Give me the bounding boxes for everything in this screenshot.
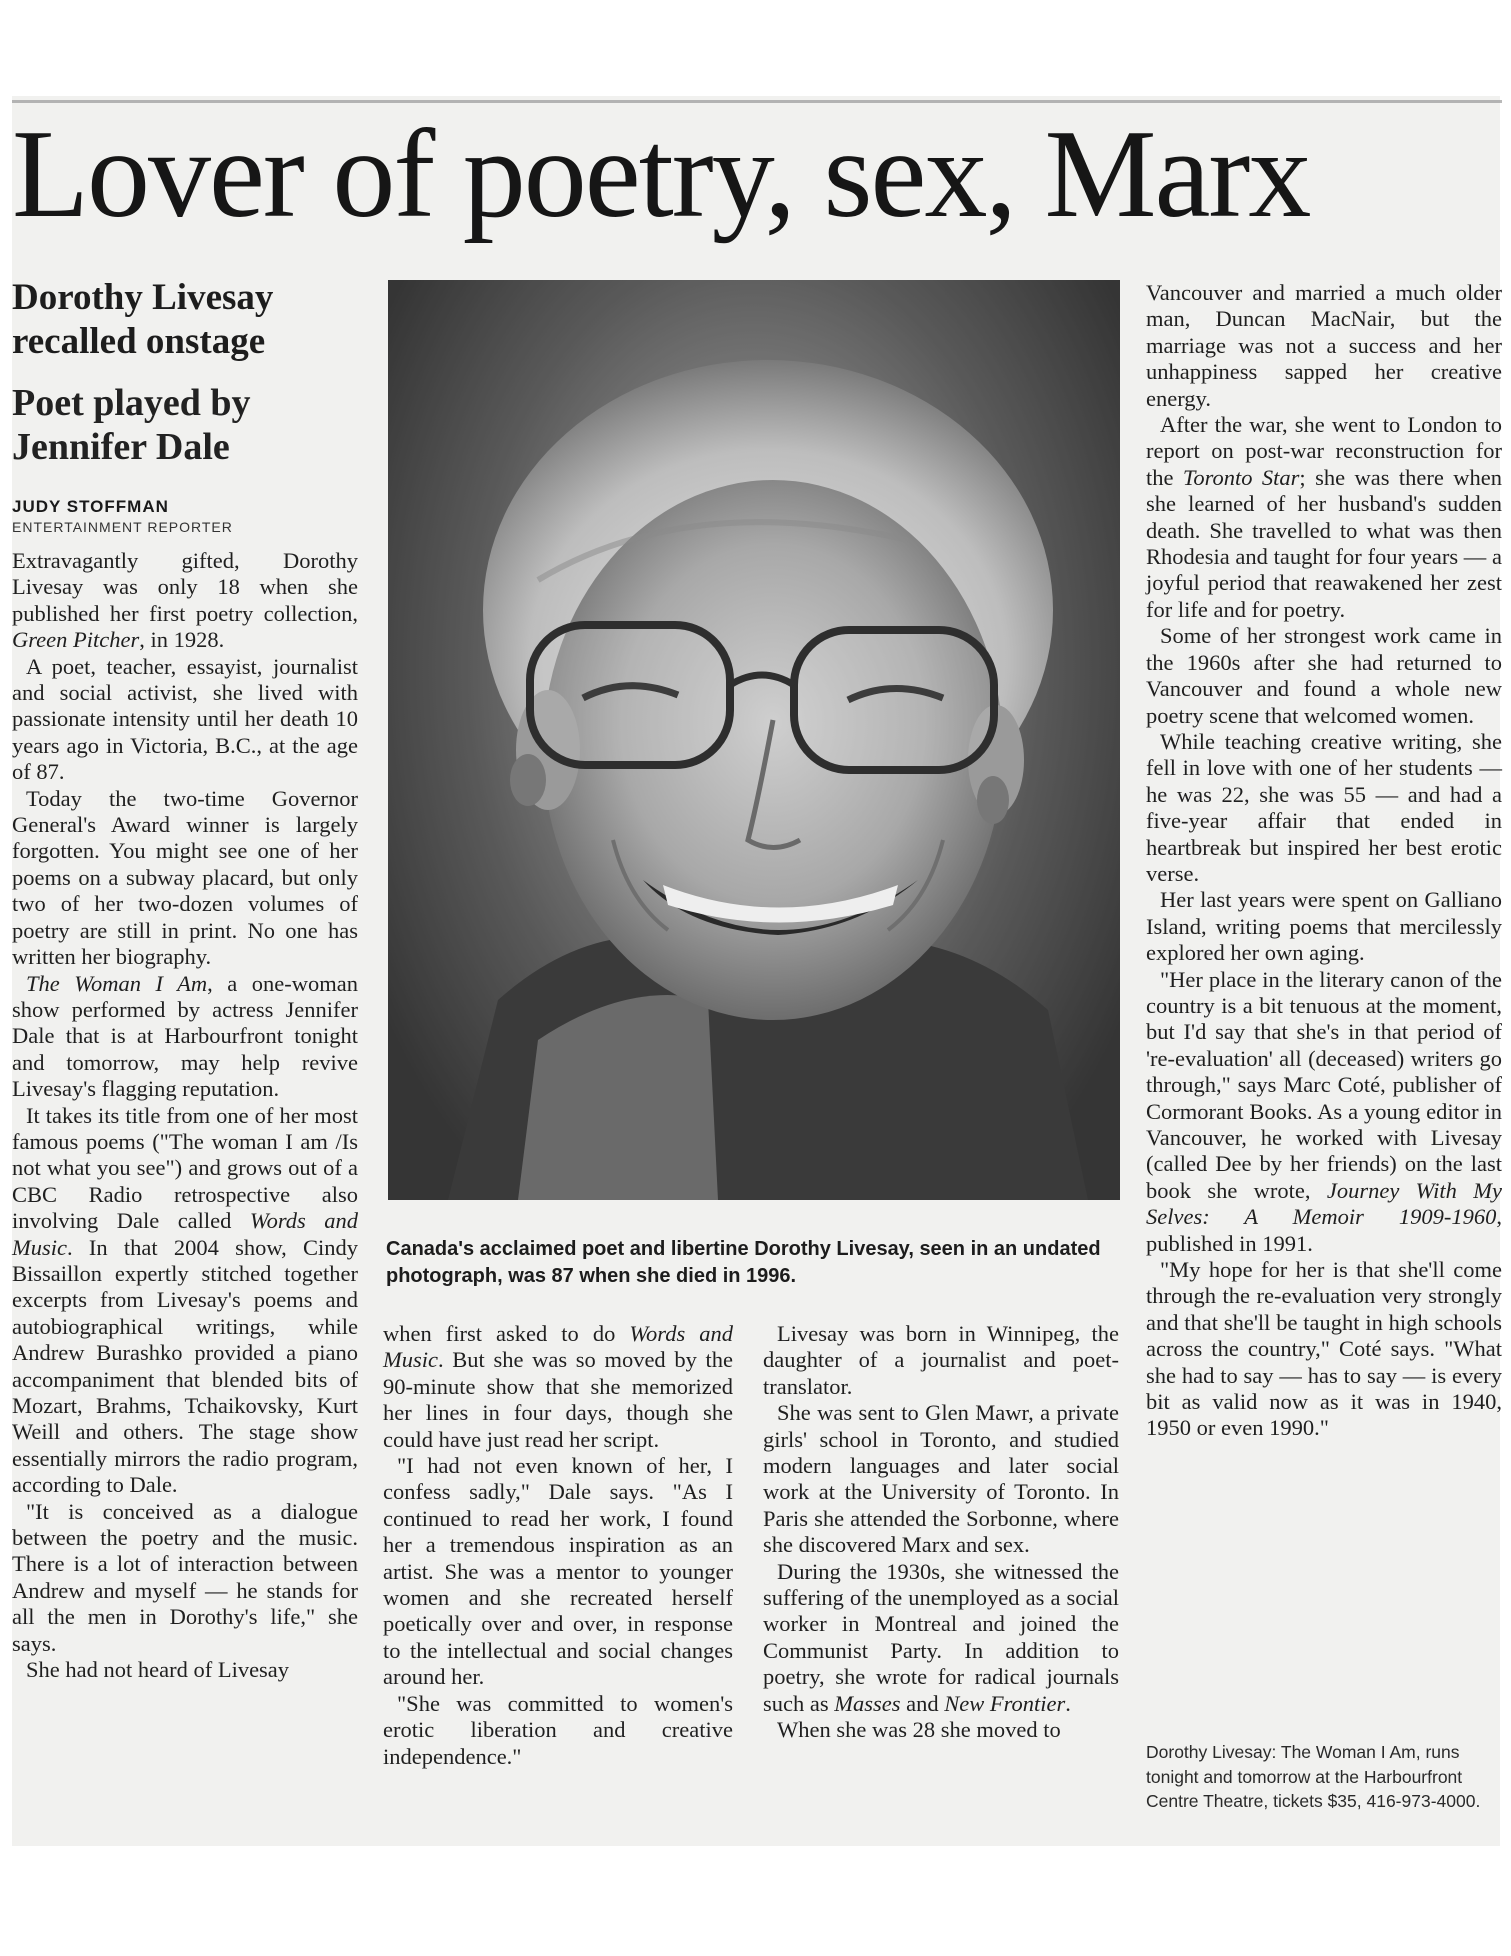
- title-italic: Journey With My Selves: A Memoir 1909-1960: [1146, 1177, 1502, 1230]
- article-column-2: [383, 1321, 733, 1770]
- headline: Lover of poetry, sex, Marx: [12, 105, 1310, 244]
- title-italic: The Woman I Am: [26, 970, 208, 996]
- deck-main: Dorothy Livesay recalled onstage: [12, 277, 274, 362]
- title-italic: Words and Music: [12, 1208, 358, 1260]
- paragraph: Livesay was born in Winnipeg, the daughter of a journalist and poet-translator.: [763, 1321, 1119, 1399]
- paragraph: When she was 28 she moved to: [777, 1717, 1061, 1743]
- byline-name: JUDY STOFFMAN: [12, 497, 169, 516]
- paragraph: She had not heard of Livesay: [26, 1657, 290, 1683]
- paragraph: Extravagantly gifted, Dorothy Livesay was only 18 when she published her first poetry collection, Green Pitcher, in 1928.: [12, 548, 358, 653]
- paragraph: During the 1930s, she witnessed the suffering of the unemployed as a social worker in Montreal and joined the Communist Party. In addition to poetry, she wrote for radical journals such as Masses and New Frontier.: [763, 1558, 1119, 1716]
- portrait-illustration: [388, 280, 1120, 1200]
- paragraph: A poet, teacher, essayist, journalist and social activist, she lived with passionate intensity until her death 10 years ago in Victoria, B.C., at the age of 87.: [12, 653, 358, 785]
- title-italic: Masses: [834, 1690, 901, 1716]
- paragraph: The Woman I Am, a one-woman show performed by actress Jennifer Dale that is at Harbourfront tonight and tomorrow, may help revive Livesay's flagging reputation.: [12, 970, 358, 1102]
- paragraph: She was sent to Glen Mawr, a private girls' school in Toronto, and studied modern languages and later social work at the University of Toronto. In Paris she attended the Sorbonne, where she discovered Marx and sex.: [763, 1400, 1119, 1558]
- paragraph: "She was committed to women's erotic liberation and creative independence.": [383, 1690, 733, 1769]
- paragraph: After the war, she went to London to report on post-war reconstruction for the Toronto Star; she was there when she learned of her husband's sudden death. She travelled to what was then Rhodesia and taught for four years — a joyful period that reawakened her zest for life and for poetry.: [1146, 412, 1502, 622]
- paragraph: "My hope for her is that she'll come through the re-evaluation very strongly and that she'll be taught in high schools across the country," Coté says. "What she had to say — has to say — is every bit as valid now as it was in 1940, 1950 or even 1990.": [1146, 1257, 1502, 1441]
- photo-caption: Canada's acclaimed poet and libertine Dorothy Livesay, seen in an undated photograph, was 87 when she died in 1996.: [386, 1238, 1101, 1287]
- event-info-box: Dorothy Livesay: The Woman I Am, runs tonight and tomorrow at the Harbourfront Centre Theatre, tickets $35, 416-973-4000.: [1146, 1742, 1481, 1811]
- title-italic: Words and Music: [383, 1321, 733, 1373]
- paragraph: While teaching creative writing, she fell in love with one of her students — he was 22, she was 55 — and had a five-year affair that ended in heartbreak but inspired her best erotic verse.: [1146, 728, 1502, 886]
- paragraph: "It is conceived as a dialogue between the poetry and the music. There is a lot of interaction between Andrew and myself — he stands for all the men in Dorothy's life," she says.: [12, 1498, 358, 1656]
- paragraph: Her last years were spent on Galliano Island, writing poems that mercilessly explored her own aging.: [1146, 887, 1502, 966]
- paragraph: "Her place in the literary canon of the country is a bit tenuous at the moment, but I'd say that she's in that period of 're-evaluation' all (deceased) writers go through," says Marc Coté, publisher of Cormorant Books. As a young editor in Vancouver, he worked with Livesay (called Dee by her friends) on the last book she wrote, Journey With My Selves: A Memoir 1909-1960, published in 1991.: [1146, 966, 1502, 1256]
- title-italic: Toronto Star: [1182, 464, 1300, 490]
- byline: [12, 496, 352, 536]
- byline-role: ENTERTAINMENT REPORTER: [12, 519, 233, 535]
- article-column-1: [12, 548, 358, 1683]
- paragraph: "I had not even known of her, I confess sadly," Dale says. "As I continued to read her work, I found her a tremendous inspiration as an artist. She was a mentor to younger women and she recreated herself poetically over and over, in response to the intellectual and social changes around her.: [383, 1453, 733, 1690]
- paragraph: when first asked to do Words and Music. But she was so moved by the 90-minute show that she memorized her lines in four days, though she could have just read her script.: [383, 1321, 733, 1452]
- title-italic: Green Pitcher: [12, 627, 140, 653]
- paragraph: Vancouver and married a much older man, Duncan MacNair, but the marriage was not a success and her unhappiness sapped her creative energy.: [1146, 280, 1502, 411]
- paragraph: It takes its title from one of her most famous poems ("The woman I am /Is not what you see") and grows out of a CBC Radio retrospective also involving Dale called Words and Music. In that 2004 show, Cindy Bissaillon expertly stitched together excerpts from Livesay's poems and autobiographical writings, while Andrew Burashko provided a piano accompaniment that blended bits of Mozart, Brahms, Tchaikovsky, Kurt Weill and others. The stage show essentially mirrors the radio program, according to Dale.: [12, 1102, 358, 1498]
- paragraph: Today the two-time Governor General's Award winner is largely forgotten. You might see one of her poems on a subway placard, but only two of her two-dozen volumes of poetry are still in print. No one has written her biography.: [12, 785, 358, 970]
- paragraph: Some of her strongest work came in the 1960s after she had returned to Vancouver and found a whole new poetry scene that welcomed women.: [1146, 623, 1502, 728]
- portrait-photo: [388, 280, 1120, 1200]
- article-column-4: [1146, 280, 1502, 1442]
- title-italic: New Frontier: [944, 1690, 1066, 1716]
- deck-sub: Poet played by Jennifer Dale: [12, 382, 251, 468]
- article-column-3: [763, 1321, 1119, 1744]
